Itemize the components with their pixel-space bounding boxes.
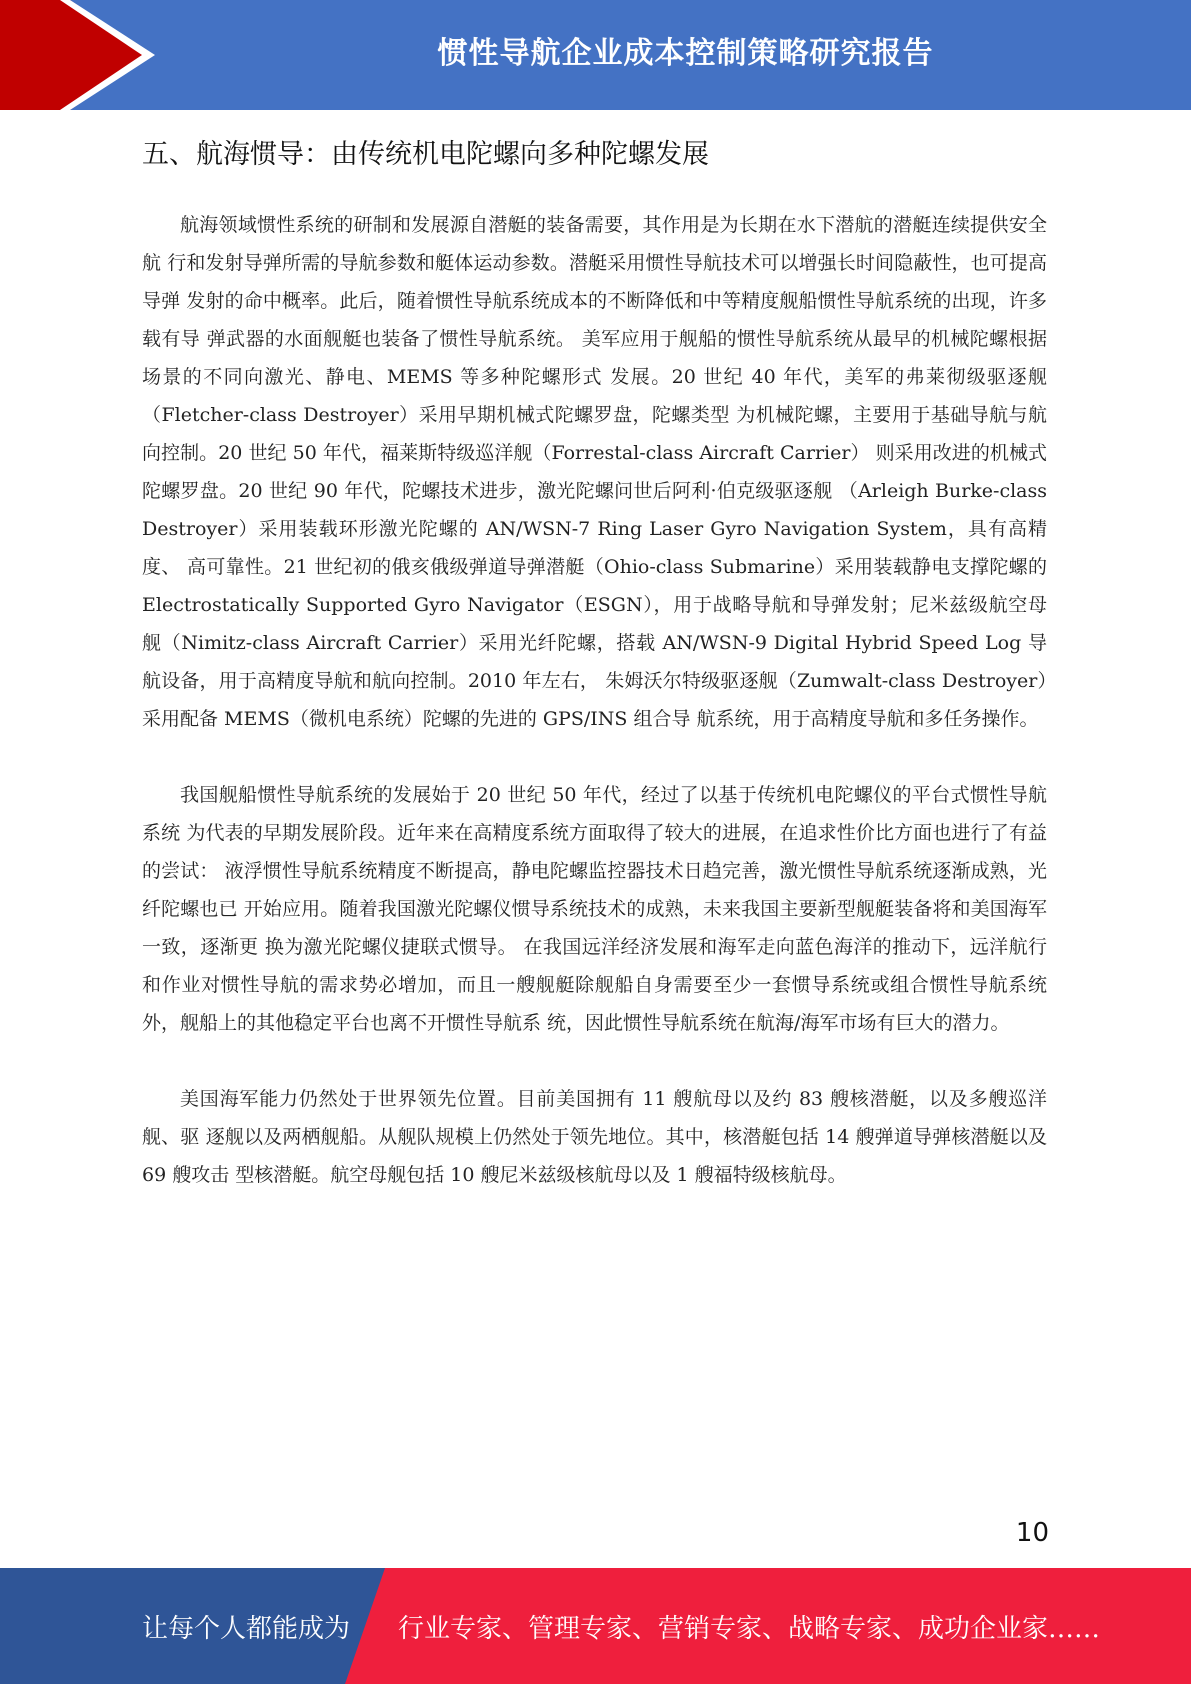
header-banner	[0, 0, 1191, 110]
paragraph-1: 航海领域惯性系统的研制和发展源自潜艇的装备需要，其作用是为长期在水下潜航的潜艇连续提供安全航 行和发射导弹所需的导航参数和艇体运动参数。潜艇采用惯性导航技术可以增强长时间隐蔽性，也可提高导弹 发射的命中概率。此后，随着惯性导航系统成本的不断降低和中等精度舰船惯性导航系统的出现，许多载有导 弹武器的水面舰艇也装备了惯性导航系统。 美军应用于舰船的惯性导航系统从最早的机械陀螺根据场景的不同向激光、静电、MEMS 等多种陀螺形式 发展。20 世纪 40 年代，美军的弗莱彻级驱逐舰（Fletcher-class Destroyer）采用早期机械式陀螺罗盘，陀螺类型 为机械陀螺，主要用于基础导航与航向控制。20 世纪 50 年代，福莱斯特级巡洋舰（Forrestal-class Aircraft Carrier） 则采用改进的机械式陀螺罗盘。20 世纪 90 年代，陀螺技术进步，激光陀螺问世后阿利·伯克级驱逐舰 （Arleigh Burke-class Destroyer）采用装载环形激光陀螺的 AN/WSN-7 Ring Laser Gyro Navigation System，具有高精度、 高可靠性。21 世纪初的俄亥俄级弹道导弹潜艇（Ohio-class Submarine）采用装载静电支撑陀螺的 Electrostatically Supported Gyro Navigator（ESGN），用于战略导航和导弹发射；尼米兹级航空母舰（Nimitz-class Aircraft Carrier）采用光纤陀螺，搭载 AN/WSN-9 Digital Hybrid Speed Log 导航设备，用于高精度导航和航向控制。2010 年左右， 朱姆沃尔特级驱逐舰（Zumwalt-class Destroyer）采用配备 MEMS（微机电系统）陀螺的先进的 GPS/INS 组合导 航系统，用于高精度导航和多任务操作。	[142, 214, 1047, 730]
footer-slogan-left: 让每个人都能成为	[142, 1614, 351, 1644]
page-number: 10	[1015, 1518, 1049, 1548]
report-title: 惯性导航企业成本控制策略研究报告	[437, 36, 934, 71]
body-text	[142, 206, 1047, 1232]
paragraph-2: 我国舰船惯性导航系统的发展始于 20 世纪 50 年代，经过了以基于传统机电陀螺仪的平台式惯性导航系统 为代表的早期发展阶段。近年来在高精度系统方面取得了较大的进展，在追求性价比方面也进行了有益的尝试： 液浮惯性导航系统精度不断提高，静电陀螺监控器技术日趋完善，激光惯性导航系统逐渐成熟，光纤陀螺也已 开始应用。随着我国激光陀螺仪惯导系统技术的成熟，未来我国主要新型舰艇装备将和美国海军一致，逐渐更 换为激光陀螺仪捷联式惯导。 在我国远洋经济发展和海军走向蓝色海洋的推动下，远洋航行和作业对惯性导航的需求势必增加，而且一艘舰艇除舰船自身需要至少一套惯导系统或组合惯性导航系统外，舰船上的其他稳定平台也离不开惯性导航系 统，因此惯性导航系统在航海/海军市场有巨大的潜力。	[142, 784, 1047, 1034]
footer-banner	[0, 1568, 1191, 1684]
header-red-arrow	[0, 0, 150, 110]
footer-slogan-right: 行业专家、管理专家、营销专家、战略专家、成功企业家……	[398, 1614, 1101, 1644]
paragraph-3: 美国海军能力仍然处于世界领先位置。目前美国拥有 11 艘航母以及约 83 艘核潜艇，以及多艘巡洋舰、驱 逐舰以及两栖舰船。从舰队规模上仍然处于领先地位。其中，核潜艇包括 14 艘弹道导弹核潜艇以及 69 艘攻击 型核潜艇。航空母舰包括 10 艘尼米兹级核航母以及 1 艘福特级核航母。	[142, 1088, 1047, 1186]
section-title: 五、航海惯导：由传统机电陀螺向多种陀螺发展	[142, 139, 709, 170]
